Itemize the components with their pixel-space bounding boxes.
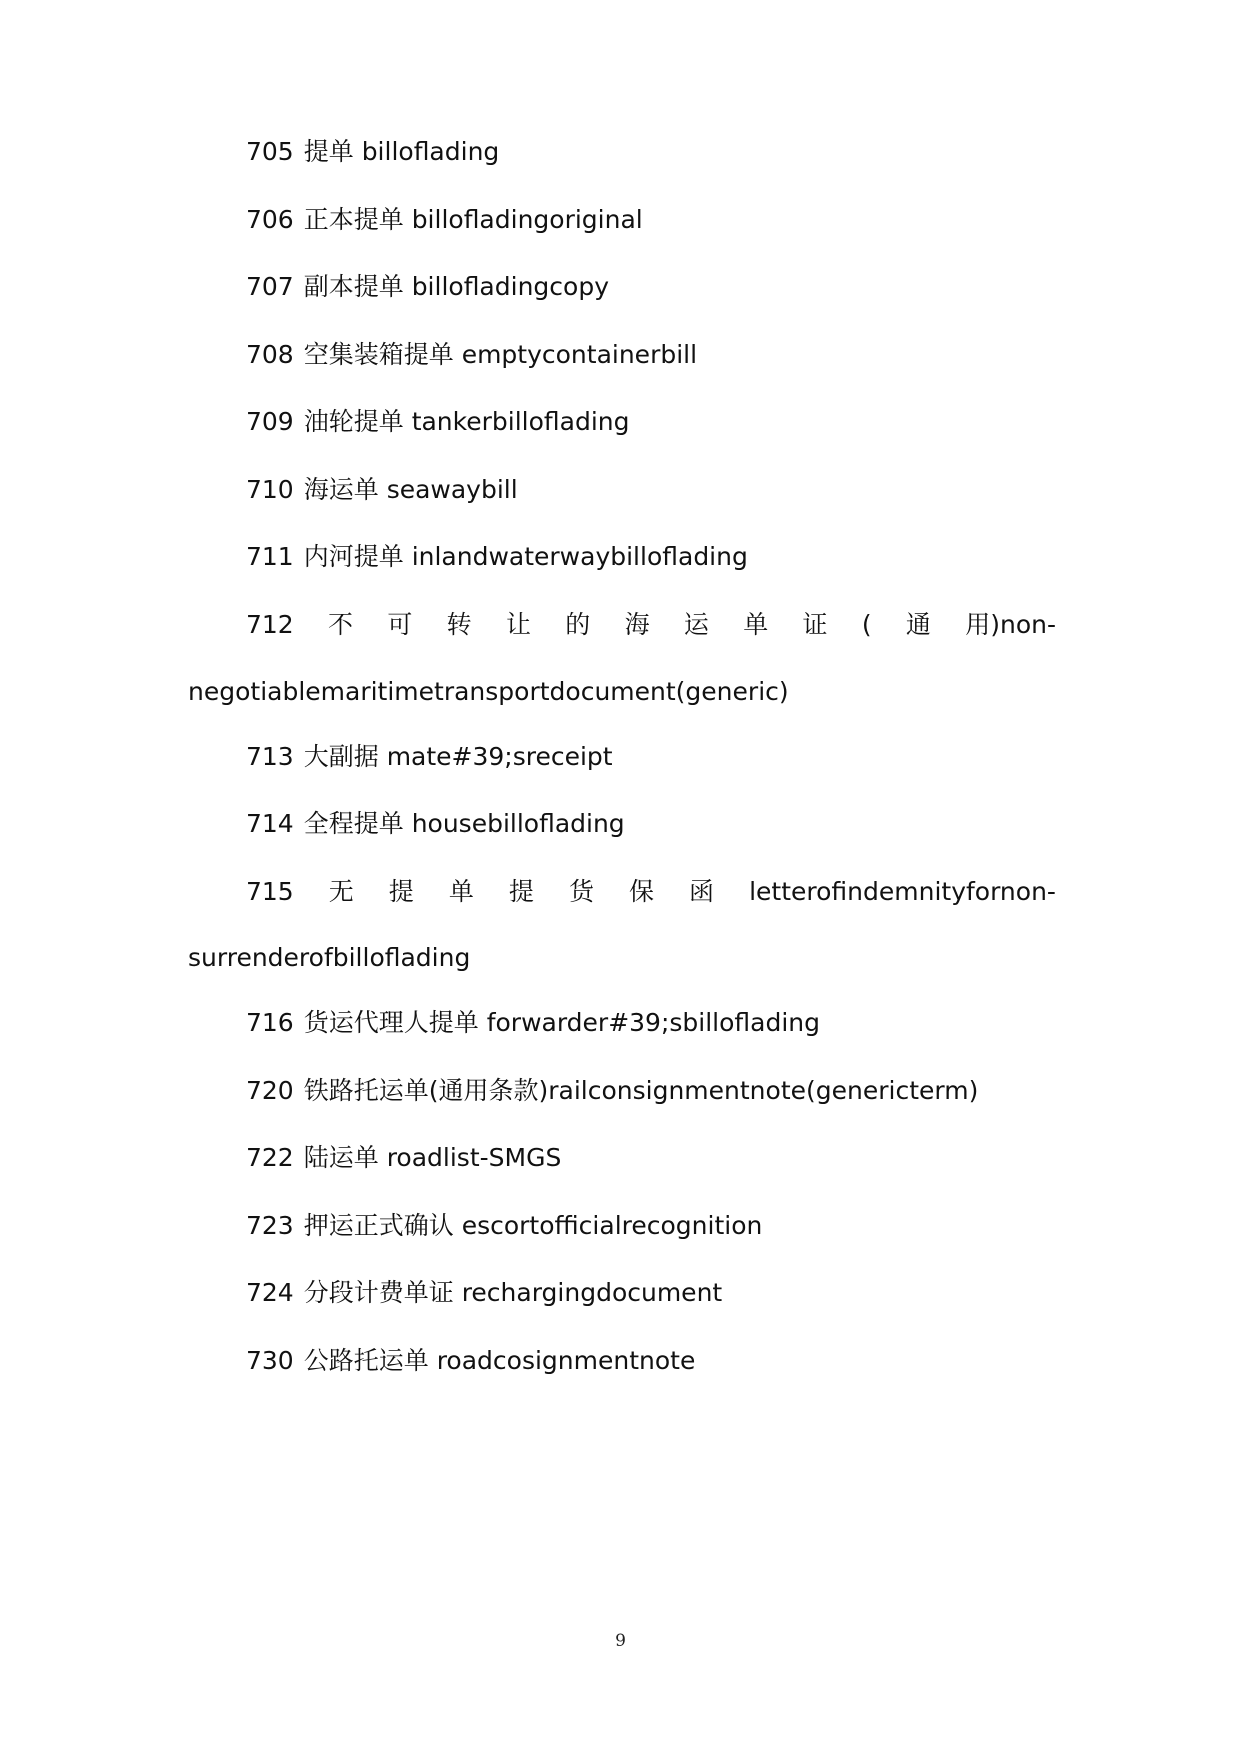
entry-code: 715 xyxy=(246,877,294,906)
entry-en: emptycontainerbill xyxy=(461,340,698,369)
entry-en: letterofindemnityfornon- xyxy=(749,877,1056,906)
entry-zh: 全程提单 xyxy=(303,809,404,838)
entry-707 xyxy=(246,272,1056,302)
entry-en: seawaybill xyxy=(386,475,518,504)
entry-zh-char: 转 xyxy=(446,610,472,639)
entry-en: billoflading xyxy=(361,137,500,166)
entry-en: escortofficialrecognition xyxy=(461,1211,763,1240)
entry-714 xyxy=(246,809,1056,839)
entry-zh-char: 海 xyxy=(624,610,650,639)
entry-en: billofladingcopy xyxy=(411,272,609,301)
entry-code: 724 xyxy=(246,1278,294,1307)
entry-en: roadlist-SMGS xyxy=(386,1143,562,1172)
entry-en: rechargingdocument xyxy=(461,1278,723,1307)
entry-zh-char: 证 xyxy=(802,610,828,639)
entry-zh: 陆运单 xyxy=(303,1143,379,1172)
entry-zh: 海运单 xyxy=(303,475,379,504)
entry-en: billofladingoriginal xyxy=(411,205,643,234)
entry-zh-char: 可 xyxy=(387,610,413,639)
entry-zh-char: 不 xyxy=(328,610,354,639)
entry-712 xyxy=(246,610,1056,640)
entry-code: 711 xyxy=(246,542,294,571)
entry-code: 720 xyxy=(246,1076,294,1105)
entry-code: 714 xyxy=(246,809,294,838)
entry-zh-char: 运 xyxy=(683,610,709,639)
entry-zh: 提单 xyxy=(303,137,354,166)
entry-716 xyxy=(246,1008,1056,1038)
entry-zh-char: 提 xyxy=(508,877,534,906)
entry-zh: 大副据 xyxy=(303,742,379,771)
entry-709 xyxy=(246,407,1056,437)
entry-720 xyxy=(246,1076,1056,1106)
entry-zh: 公路托运单 xyxy=(303,1346,429,1375)
entry-724 xyxy=(246,1278,1056,1308)
entry-code: 722 xyxy=(246,1143,294,1172)
entry-en: railconsignmentnote(genericterm) xyxy=(548,1076,979,1105)
entry-715 xyxy=(246,877,1056,907)
entry-zh: 分段计费单证 xyxy=(303,1278,454,1307)
entry-zh-char: 保 xyxy=(628,877,654,906)
entry-code: 706 xyxy=(246,205,294,234)
entry-715-continuation: surrenderofbilloflading xyxy=(188,943,471,972)
entry-712-continuation: negotiablemaritimetransportdocument(generic) xyxy=(188,677,789,706)
entry-zh: 货运代理人提单 xyxy=(303,1008,479,1037)
entry-705 xyxy=(246,137,1056,167)
entry-code: 716 xyxy=(246,1008,294,1037)
entry-code: 708 xyxy=(246,340,294,369)
entry-code: 730 xyxy=(246,1346,294,1375)
entry-zh-char: 的 xyxy=(565,610,591,639)
entry-723 xyxy=(246,1211,1056,1241)
entry-zh: 正本提单 xyxy=(303,205,404,234)
entry-zh: 内河提单 xyxy=(303,542,404,571)
entry-zh-char: 通 xyxy=(905,610,931,639)
entry-zh: 副本提单 xyxy=(303,272,404,301)
entry-code: 713 xyxy=(246,742,294,771)
entry-710 xyxy=(246,475,1056,505)
entry-en: mate#39;sreceipt xyxy=(386,742,613,771)
entry-zh-char: 单 xyxy=(448,877,474,906)
entry-zh: 空集装箱提单 xyxy=(303,340,454,369)
entry-zh: 铁路托运单(通用条款) xyxy=(303,1076,549,1105)
entry-zh-char: 函 xyxy=(689,877,715,906)
entry-en: )non- xyxy=(990,610,1056,639)
entry-706 xyxy=(246,205,1056,235)
entry-730 xyxy=(246,1346,1056,1376)
entry-zh-char: 单 xyxy=(743,610,769,639)
entry-zh-char: 提 xyxy=(388,877,414,906)
entry-zh: 押运正式确认 xyxy=(303,1211,454,1240)
entry-713 xyxy=(246,742,1056,772)
entry-code: 712 xyxy=(246,610,294,639)
entry-code: 705 xyxy=(246,137,294,166)
entry-zh-char: 货 xyxy=(568,877,594,906)
entry-zh-char: 无 xyxy=(328,877,354,906)
entry-zh: 油轮提单 xyxy=(303,407,404,436)
entry-zh-char: ( xyxy=(861,610,872,639)
entry-en: inlandwaterwaybilloflading xyxy=(411,542,748,571)
entry-en: roadcosignmentnote xyxy=(436,1346,696,1375)
entry-711 xyxy=(246,542,1056,572)
entry-zh-char: 让 xyxy=(505,610,531,639)
entry-en: forwarder#39;sbilloflading xyxy=(486,1008,821,1037)
entry-code: 723 xyxy=(246,1211,294,1240)
page-number: 9 xyxy=(615,1631,626,1651)
entry-zh-char: 用 xyxy=(965,610,991,639)
entry-code: 710 xyxy=(246,475,294,504)
entry-code: 707 xyxy=(246,272,294,301)
entry-en: tankerbilloflading xyxy=(411,407,630,436)
entry-708 xyxy=(246,340,1056,370)
entry-en: housebilloflading xyxy=(411,809,625,838)
entry-722 xyxy=(246,1143,1056,1173)
entry-code: 709 xyxy=(246,407,294,436)
